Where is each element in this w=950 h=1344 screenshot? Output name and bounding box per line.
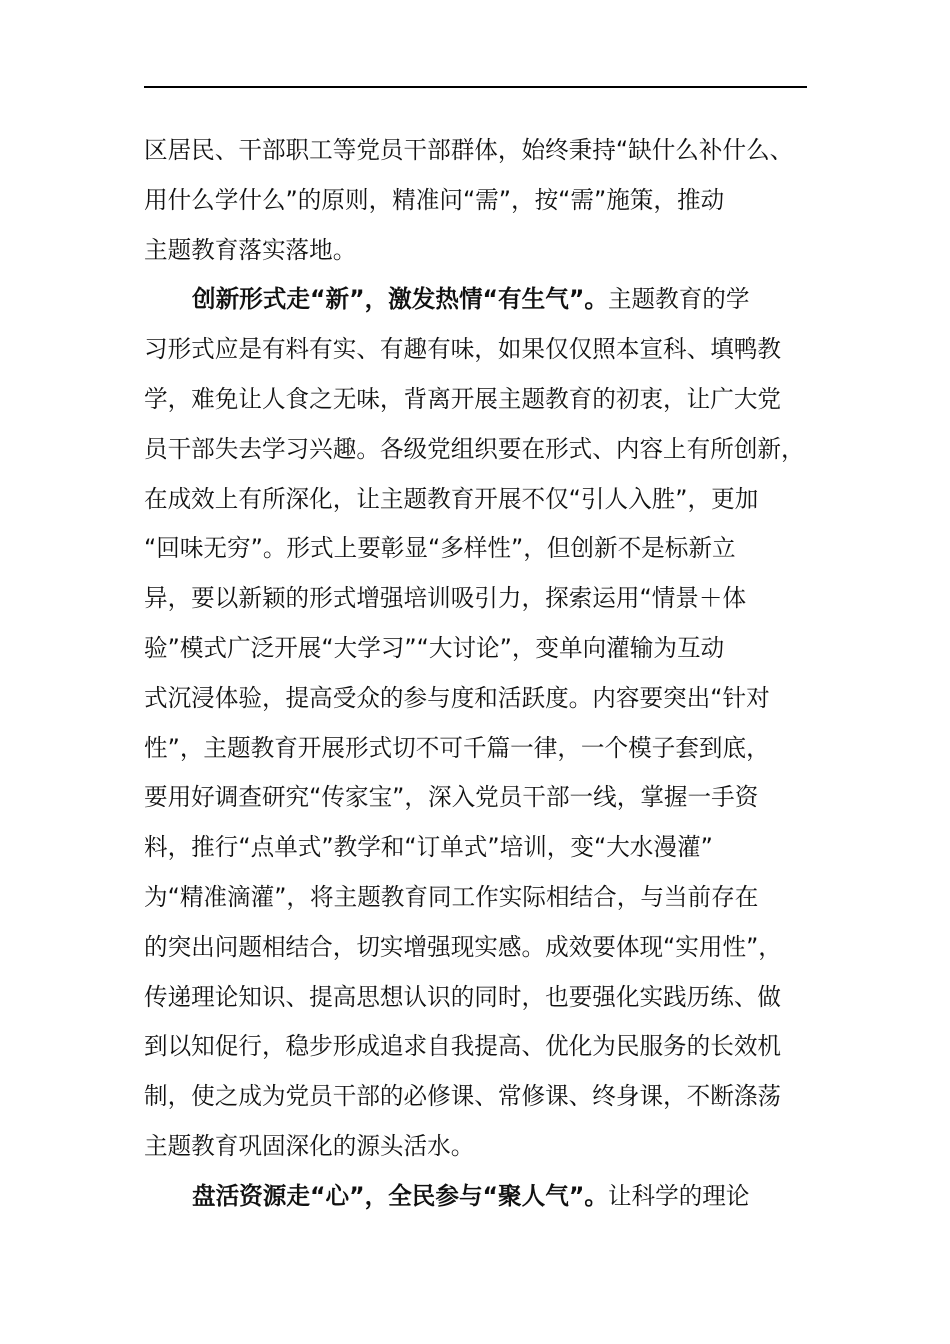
text-line [144, 923, 808, 973]
text-line [144, 724, 808, 774]
line-text: 异，要以新颖的形式增强培训吸引力，探索运用“情景＋体 [144, 584, 747, 613]
document-body [144, 126, 808, 1222]
text-line [144, 475, 808, 525]
line-text: 区居民、干部职工等党员干部群体，始终秉持“缺什么补什么、 [144, 136, 794, 164]
text-line [144, 375, 808, 425]
text-line [144, 126, 808, 176]
text-line [144, 325, 808, 375]
line-text: “回味无穷”。形式上要彰显“多样性”，但创新不是标新立 [144, 534, 736, 563]
line-text: 验”模式广泛开展“大学习”“大讨论”，变单向灌输为互动 [144, 633, 725, 662]
line-text: 为“精准滴灌”，将主题教育同工作实际相结合，与当前存在 [144, 882, 759, 911]
line-text: 习形式应是有料有实、有趣有味，如果仅仅照本宣科、填鸭教 [144, 335, 782, 364]
line-text: 学，难免让人食之无味，背离开展主题教育的初衷，让广大党 [144, 384, 782, 413]
text-line [144, 1172, 808, 1222]
line-text: 用什么学什么”的原则，精准问“需”，按“需”施策，推动 [144, 185, 725, 214]
line-text: 传递理论知识、提高思想认识的同时，也要强化实践历练、做 [144, 982, 782, 1011]
text-line [144, 176, 808, 226]
line-text: 料，推行“点单式”教学和“订单式”培训，变“大水漫灌” [144, 833, 713, 862]
text-line [144, 624, 808, 674]
text-line [144, 1022, 808, 1072]
paragraph-heading: 盘活资源走“心”，全民参与“聚人气”。 [192, 1181, 608, 1210]
text-line [144, 275, 808, 325]
line-text: 主题教育巩固深化的源头活水。 [144, 1131, 475, 1160]
text-line [144, 524, 808, 574]
line-text: 的突出问题相结合，切实增强现实感。成效要体现“实用性”， [144, 932, 782, 961]
paragraph-heading: 创新形式走“新”，激发热情“有生气”。 [192, 285, 608, 314]
text-line [144, 773, 808, 823]
text-line [144, 1072, 808, 1122]
text-line [144, 425, 808, 475]
line-text: 性”，主题教育开展形式切不可千篇一律，一个模子套到底， [144, 733, 770, 762]
line-text: 在成效上有所深化，让主题教育开展不仅“引人入胜”，更加 [144, 484, 759, 513]
text-line [144, 1122, 808, 1172]
text-line [144, 973, 808, 1023]
text-line [144, 873, 808, 923]
line-text: 要用好调查研究“传家宝”，深入党员干部一线，掌握一手资 [144, 783, 759, 812]
header-rule [144, 86, 807, 88]
text-line [144, 674, 808, 724]
text-line [144, 226, 808, 276]
line-text: 让科学的理论 [607, 1181, 750, 1210]
line-text: 式沉浸体验，提高受众的参与度和活跃度。内容要突出“针对 [144, 683, 770, 712]
line-text: 主题教育落实落地。 [144, 235, 357, 264]
text-line [144, 574, 808, 624]
line-text: 主题教育的学 [607, 285, 750, 314]
text-line [144, 823, 808, 873]
line-text: 员干部失去学习兴趣。各级党组织要在形式、内容上有所创新， [144, 434, 805, 463]
line-text: 到以知促行，稳步形成追求自我提高、优化为民服务的长效机 [144, 1032, 782, 1061]
line-text: 制，使之成为党员干部的必修课、常修课、终身课，不断涤荡 [144, 1082, 782, 1111]
